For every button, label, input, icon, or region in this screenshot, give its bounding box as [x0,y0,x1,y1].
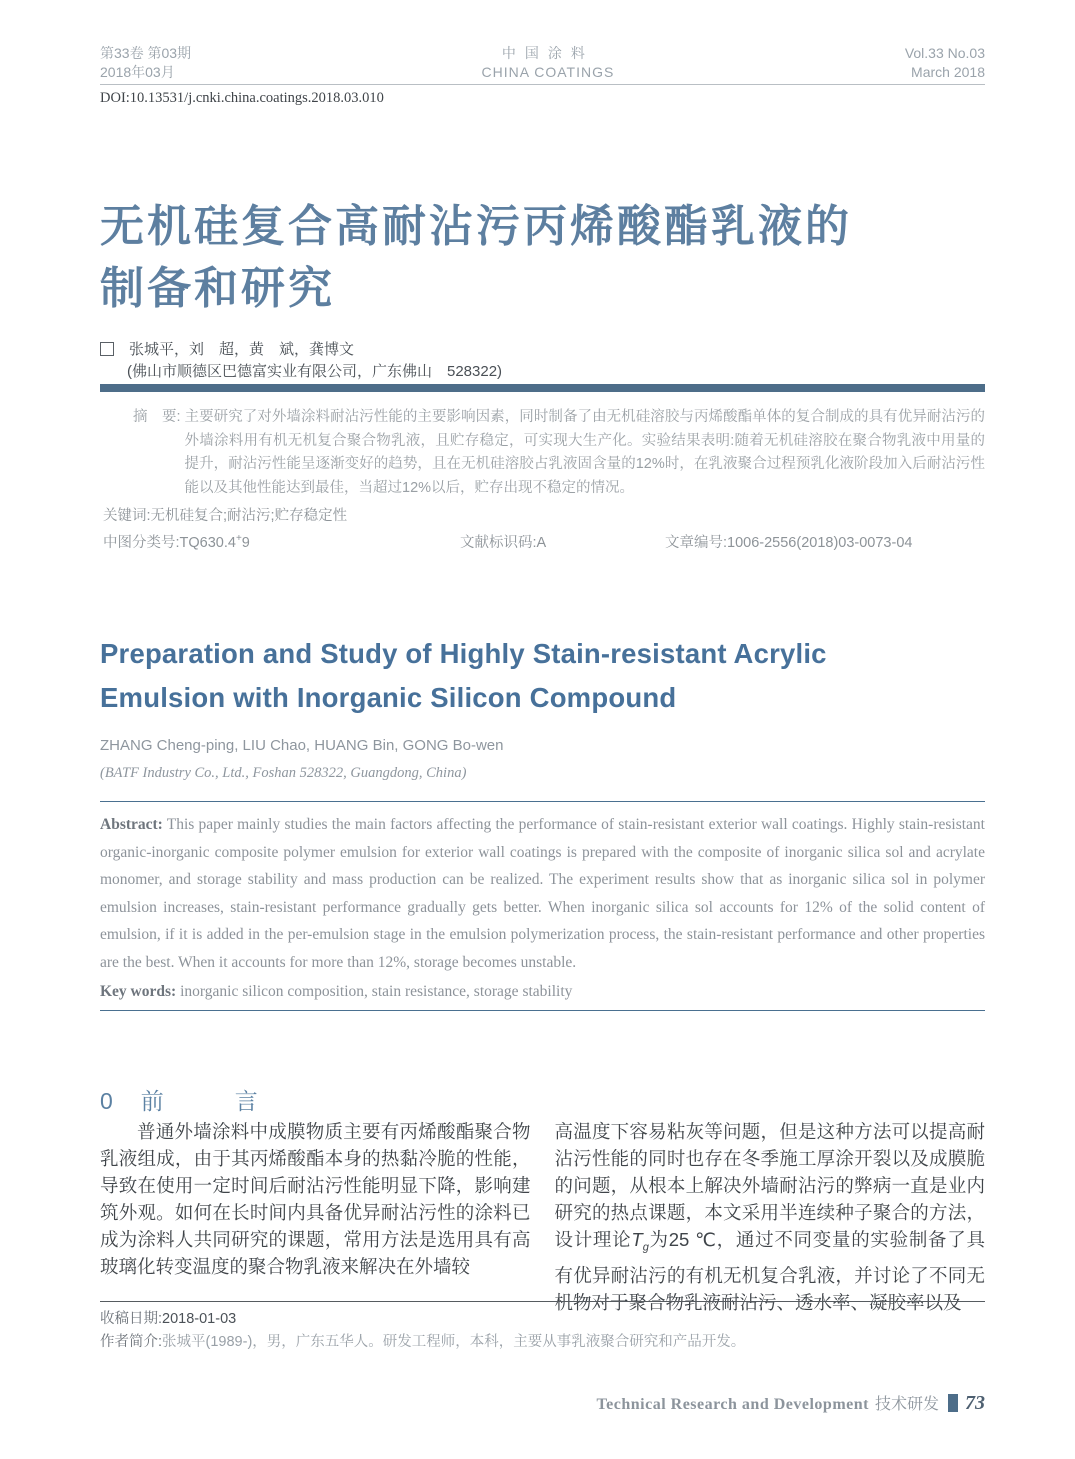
author-square-icon [100,342,114,356]
body-right-text-1: 高温度下容易粘灰等问题，但是这种方法可以提高耐沾污性能的同时也存在冬季施工厚涂开裂以及成膜脆的问题，从根本上解决外墙耐沾污的弊病一直是业内研究的热点课题，本文采用半连续种子聚合的方法，设计理论 [554,1121,985,1250]
clc-label: 中图分类号: [103,535,180,551]
article-title-en-line2: Emulsion with Inorganic Silicon Compound [100,682,677,713]
affiliation-cn: (佛山市顺德区巴德富实业有限公司，广东佛山 528322) [127,363,503,380]
clc-sup: + [235,533,242,545]
doi: DOI:10.13531/j.cnki.china.coatings.2018.03.010 [100,90,384,106]
footnote-block [100,1308,985,1354]
abstract-cn-text: 主要研究了对外墙涂料耐沾污性能的主要影响因素，同时制备了由无机硅溶胶与丙烯酸酯单体的复合制成的具有优异耐沾污的外墙涂料用有机无机复合聚合物乳液，且贮存稳定，可实现大生产化。实验结果表明:随着无机硅溶胶在聚合物乳液中用量的提升，耐沾污性能呈逐渐变好的趋势，且在无机硅溶胶占乳液固含量的12%时，在乳液聚合过程预乳化液阶段加入后耐沾污性能以及其他性能达到最佳，当超过12%以后，贮存出现不稳定的情况。 [184,409,985,496]
article-id-label: 文章编号: [665,535,728,551]
body-column-left: 普通外墙涂料中成膜物质主要有丙烯酸酯聚合物乳液组成，由于其丙烯酸酯本身的热黏冷脆的性能，导致在使用一定时间后耐沾污性能明显下降，影响建筑外观。如何在长时间内具备优异耐沾污性的涂料已成为涂料人共同研究的课题，常用方法是选用具有高玻璃化转变温度的聚合物乳液来解决在外墙较 [100,1121,531,1277]
keywords-en-row [100,978,985,1006]
clc-base: TQ630.4 [179,535,236,551]
author-bio-row [100,1331,985,1354]
received-date-label: 收稿日期: [100,1311,163,1327]
received-date-row [100,1308,985,1331]
section-heading [100,1083,985,1116]
tg-base: T [631,1229,643,1250]
clc-number [103,531,250,552]
abstract-cn-block [100,406,985,500]
journal-header [100,44,985,82]
journal-header-left [100,44,191,82]
doc-code-value: A [536,535,547,551]
body-right-text-2: 为25 ℃，通过不同变量的实验制备了具有优异耐沾污的有机无机复合乳液，并讨论了不同无机物对于聚合物乳液耐沾污、透水率、凝胶率以及 [554,1229,985,1313]
footnote-rule [100,1301,985,1302]
document-code [460,531,546,552]
keywords-cn-row [100,504,985,525]
article-id [665,531,912,552]
section-title: 前 言 [140,1088,282,1114]
volume-issue-cn: 第33卷 第03期 [100,45,192,61]
journal-header-right [905,44,985,82]
title-accent-bar [100,384,985,392]
affiliation-en: (BATF Industry Co., Ltd., Foshan 528322, Guangdong, China) [100,765,467,781]
footer-section-cn: 技术研发 [874,1396,939,1413]
body-column-right [555,1118,986,1316]
journal-name-en: CHINA COATINGS [481,64,615,80]
abstract-en-text: This paper mainly studies the main factors affecting the performance of stain-resistant exterior wall coatings. Highly stain-resistant organic-inorganic composite polymer emulsion for exterior wall coatings is prepared with the composite of inorganic silica sol and acrylate monomer, and storage stability and mass production can be realized. The experiment results show that as inorganic silica sol in polymer emulsion increases, stain-resistant performance gradually gets better. When inorganic silica sol accounts for 12% of the solid content of emulsion, if it is added in the per-emulsion stage in the emulsion polymerization process, the stain-resistant performance and other properties are the best. When it accounts for more than 12%, storage becomes unstable. [100,816,985,971]
abstract-en-block [100,811,985,1006]
author-bio-text: 张城平(1989-)，男，广东五华人。研发工程师，本科，主要从事乳液聚合研究和产品开发。 [162,1334,746,1350]
authors-cn-row [100,338,985,359]
journal-header-center [482,44,615,82]
author-bio-label: 作者简介: [100,1334,163,1350]
received-date-value: 2018-01-03 [162,1311,237,1327]
page-footer [100,1391,985,1415]
clc-tail: 9 [241,535,250,551]
keywords-en-text: inorganic silicon composition, stain resistance, storage stability [180,983,573,1000]
tg-subscript: g [642,1241,649,1254]
keywords-en-label: Key words: [100,983,177,1000]
article-title-en [100,632,985,720]
keywords-cn-label: 关键词: [103,508,151,524]
classification-row [103,531,985,553]
section-number: 0 [100,1088,113,1114]
body-columns [100,1118,985,1316]
footer-bar-icon [948,1394,958,1412]
page-number: 73 [965,1392,985,1414]
journal-name-cn: 中国涂料 [501,45,594,61]
abstract-top-rule [100,801,985,802]
authors-en: ZHANG Cheng-ping, LIU Chao, HUANG Bin, GONG Bo-wen [100,737,504,754]
article-title-en-line1: Preparation and Study of Highly Stain-resistant Acrylic [100,638,827,669]
date-cn: 2018年03月 [100,64,175,80]
doc-code-label: 文献标识码: [460,535,537,551]
abstract-cn-label: 摘 要: [133,409,181,425]
header-divider [100,84,985,85]
abstract-en-label: Abstract: [100,816,163,833]
keywords-cn-text: 无机硅复合;耐沾污;贮存稳定性 [150,508,348,524]
article-title-cn-line2: 制备和研究 [100,264,335,313]
footer-section-en: Technical Research and Development [596,1396,869,1413]
article-title-cn-line1: 无机硅复合高耐沾污丙烯酸酯乳液的 [100,202,852,251]
article-title-cn [100,196,985,320]
tg-symbol [631,1229,649,1254]
abstract-bottom-rule [100,1010,985,1011]
abstract-en-paragraph [100,811,985,976]
article-id-value: 1006-2556(2018)03-0073-04 [727,535,913,551]
volume-issue-en: Vol.33 No.03 [904,45,985,61]
date-en: March 2018 [911,64,985,80]
authors-cn: 张城平，刘 超，黄 斌，龚博文 [129,341,355,358]
